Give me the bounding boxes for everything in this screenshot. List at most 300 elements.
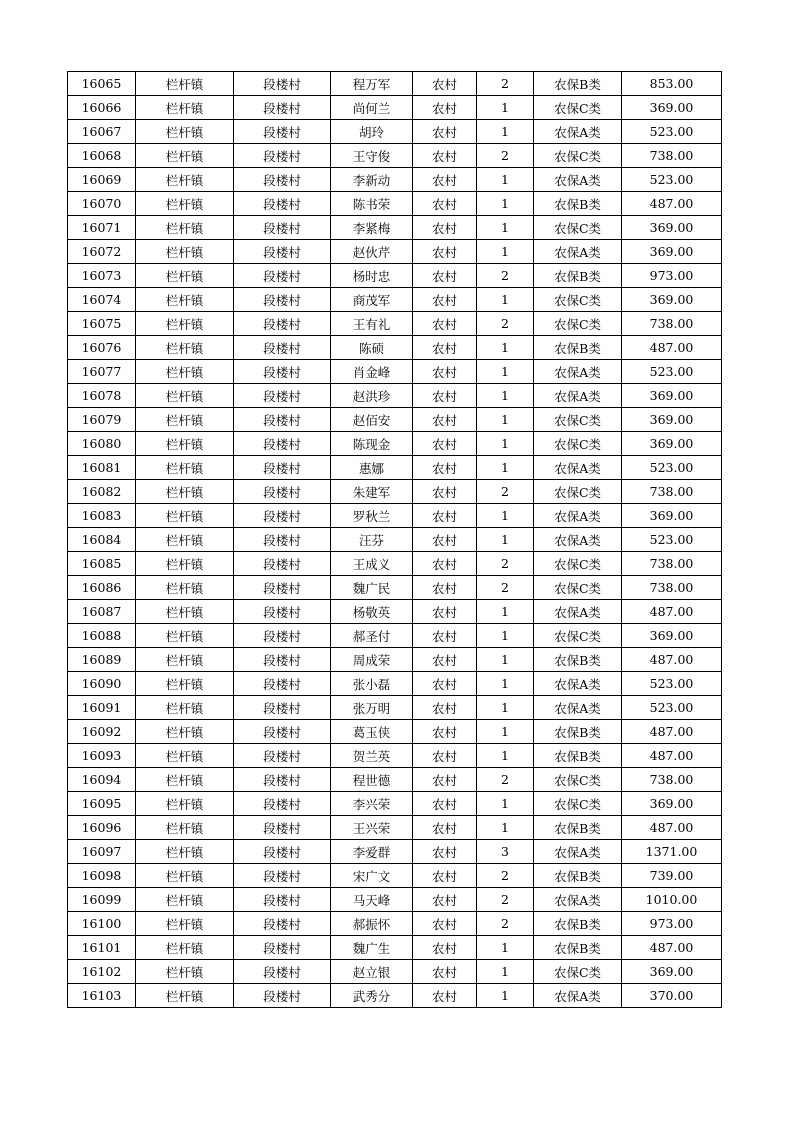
name-cell: 王守俊 <box>331 144 413 168</box>
area-type-cell: 农村 <box>413 192 477 216</box>
village-cell: 段楼村 <box>234 432 331 456</box>
name-cell: 王兴荣 <box>331 816 413 840</box>
name-cell: 尚何兰 <box>331 96 413 120</box>
table-row <box>68 864 722 888</box>
name-cell: 赵洪珍 <box>331 384 413 408</box>
amount-cell: 487.00 <box>622 336 722 360</box>
household-count-cell: 2 <box>477 480 534 504</box>
table-row <box>68 960 722 984</box>
record-id-cell: 16097 <box>68 840 136 864</box>
area-type-cell: 农村 <box>413 816 477 840</box>
record-id-cell: 16099 <box>68 888 136 912</box>
name-cell: 葛玉侠 <box>331 720 413 744</box>
record-id-cell: 16075 <box>68 312 136 336</box>
town-cell: 栏杆镇 <box>136 528 234 552</box>
village-cell: 段楼村 <box>234 936 331 960</box>
household-count-cell: 1 <box>477 456 534 480</box>
table-row <box>68 384 722 408</box>
table-row <box>68 936 722 960</box>
record-id-cell: 16079 <box>68 408 136 432</box>
amount-cell: 370.00 <box>622 984 722 1008</box>
insurance-category-cell: 农保A类 <box>534 888 622 912</box>
amount-cell: 369.00 <box>622 216 722 240</box>
household-count-cell: 1 <box>477 216 534 240</box>
area-type-cell: 农村 <box>413 240 477 264</box>
table-row <box>68 768 722 792</box>
insurance-category-cell: 农保B类 <box>534 72 622 96</box>
village-cell: 段楼村 <box>234 576 331 600</box>
household-count-cell: 1 <box>477 528 534 552</box>
town-cell: 栏杆镇 <box>136 960 234 984</box>
village-cell: 段楼村 <box>234 528 331 552</box>
area-type-cell: 农村 <box>413 696 477 720</box>
record-id-cell: 16071 <box>68 216 136 240</box>
name-cell: 魏广生 <box>331 936 413 960</box>
village-cell: 段楼村 <box>234 120 331 144</box>
household-count-cell: 1 <box>477 984 534 1008</box>
area-type-cell: 农村 <box>413 744 477 768</box>
record-id-cell: 16102 <box>68 960 136 984</box>
area-type-cell: 农村 <box>413 864 477 888</box>
amount-cell: 1371.00 <box>622 840 722 864</box>
table-row <box>68 552 722 576</box>
amount-cell: 487.00 <box>622 816 722 840</box>
area-type-cell: 农村 <box>413 336 477 360</box>
insurance-category-cell: 农保C类 <box>534 552 622 576</box>
name-cell: 宋广文 <box>331 864 413 888</box>
record-id-cell: 16074 <box>68 288 136 312</box>
record-id-cell: 16088 <box>68 624 136 648</box>
insurance-category-cell: 农保A类 <box>534 528 622 552</box>
amount-cell: 973.00 <box>622 912 722 936</box>
town-cell: 栏杆镇 <box>136 768 234 792</box>
village-cell: 段楼村 <box>234 240 331 264</box>
household-count-cell: 1 <box>477 600 534 624</box>
household-count-cell: 2 <box>477 144 534 168</box>
table-row <box>68 72 722 96</box>
amount-cell: 487.00 <box>622 720 722 744</box>
village-cell: 段楼村 <box>234 888 331 912</box>
area-type-cell: 农村 <box>413 984 477 1008</box>
town-cell: 栏杆镇 <box>136 624 234 648</box>
name-cell: 陈硕 <box>331 336 413 360</box>
name-cell: 朱建军 <box>331 480 413 504</box>
household-count-cell: 2 <box>477 912 534 936</box>
town-cell: 栏杆镇 <box>136 576 234 600</box>
village-cell: 段楼村 <box>234 504 331 528</box>
record-id-cell: 16080 <box>68 432 136 456</box>
area-type-cell: 农村 <box>413 792 477 816</box>
name-cell: 赵立银 <box>331 960 413 984</box>
record-id-cell: 16094 <box>68 768 136 792</box>
household-count-cell: 1 <box>477 240 534 264</box>
household-count-cell: 1 <box>477 192 534 216</box>
village-cell: 段楼村 <box>234 816 331 840</box>
amount-cell: 487.00 <box>622 936 722 960</box>
town-cell: 栏杆镇 <box>136 432 234 456</box>
insurance-category-cell: 农保B类 <box>534 816 622 840</box>
household-count-cell: 1 <box>477 384 534 408</box>
village-cell: 段楼村 <box>234 72 331 96</box>
town-cell: 栏杆镇 <box>136 288 234 312</box>
household-count-cell: 2 <box>477 768 534 792</box>
table-row <box>68 456 722 480</box>
amount-cell: 853.00 <box>622 72 722 96</box>
town-cell: 栏杆镇 <box>136 744 234 768</box>
insurance-category-cell: 农保A类 <box>534 384 622 408</box>
area-type-cell: 农村 <box>413 672 477 696</box>
area-type-cell: 农村 <box>413 936 477 960</box>
household-count-cell: 2 <box>477 72 534 96</box>
amount-cell: 523.00 <box>622 696 722 720</box>
amount-cell: 523.00 <box>622 528 722 552</box>
name-cell: 李紧梅 <box>331 216 413 240</box>
record-id-cell: 16089 <box>68 648 136 672</box>
roster-table <box>67 71 722 1008</box>
name-cell: 商茂军 <box>331 288 413 312</box>
insurance-category-cell: 农保B类 <box>534 720 622 744</box>
table-row <box>68 408 722 432</box>
household-count-cell: 2 <box>477 576 534 600</box>
amount-cell: 523.00 <box>622 360 722 384</box>
village-cell: 段楼村 <box>234 288 331 312</box>
household-count-cell: 1 <box>477 720 534 744</box>
insurance-category-cell: 农保A类 <box>534 360 622 384</box>
name-cell: 杨敬英 <box>331 600 413 624</box>
insurance-category-cell: 农保A类 <box>534 504 622 528</box>
town-cell: 栏杆镇 <box>136 240 234 264</box>
name-cell: 马天峰 <box>331 888 413 912</box>
town-cell: 栏杆镇 <box>136 504 234 528</box>
household-count-cell: 1 <box>477 432 534 456</box>
area-type-cell: 农村 <box>413 144 477 168</box>
village-cell: 段楼村 <box>234 216 331 240</box>
record-id-cell: 16091 <box>68 696 136 720</box>
table-row <box>68 816 722 840</box>
name-cell: 罗秋兰 <box>331 504 413 528</box>
household-count-cell: 1 <box>477 360 534 384</box>
town-cell: 栏杆镇 <box>136 144 234 168</box>
town-cell: 栏杆镇 <box>136 672 234 696</box>
town-cell: 栏杆镇 <box>136 384 234 408</box>
record-id-cell: 16095 <box>68 792 136 816</box>
area-type-cell: 农村 <box>413 96 477 120</box>
household-count-cell: 2 <box>477 312 534 336</box>
area-type-cell: 农村 <box>413 528 477 552</box>
insurance-category-cell: 农保B类 <box>534 912 622 936</box>
record-id-cell: 16073 <box>68 264 136 288</box>
table-row <box>68 144 722 168</box>
household-count-cell: 1 <box>477 672 534 696</box>
record-id-cell: 16081 <box>68 456 136 480</box>
amount-cell: 1010.00 <box>622 888 722 912</box>
household-count-cell: 2 <box>477 888 534 912</box>
table-row <box>68 888 722 912</box>
household-count-cell: 1 <box>477 96 534 120</box>
insurance-category-cell: 农保C类 <box>534 288 622 312</box>
household-count-cell: 1 <box>477 336 534 360</box>
area-type-cell: 农村 <box>413 264 477 288</box>
town-cell: 栏杆镇 <box>136 816 234 840</box>
record-id-cell: 16065 <box>68 72 136 96</box>
table-row <box>68 576 722 600</box>
table-row <box>68 624 722 648</box>
insurance-category-cell: 农保C类 <box>534 432 622 456</box>
village-cell: 段楼村 <box>234 408 331 432</box>
record-id-cell: 16085 <box>68 552 136 576</box>
insurance-category-cell: 农保A类 <box>534 840 622 864</box>
name-cell: 王成义 <box>331 552 413 576</box>
name-cell: 杨时忠 <box>331 264 413 288</box>
name-cell: 武秀分 <box>331 984 413 1008</box>
village-cell: 段楼村 <box>234 552 331 576</box>
town-cell: 栏杆镇 <box>136 216 234 240</box>
household-count-cell: 1 <box>477 408 534 432</box>
record-id-cell: 16066 <box>68 96 136 120</box>
table-row <box>68 984 722 1008</box>
name-cell: 胡玲 <box>331 120 413 144</box>
town-cell: 栏杆镇 <box>136 696 234 720</box>
town-cell: 栏杆镇 <box>136 408 234 432</box>
table-row <box>68 792 722 816</box>
amount-cell: 523.00 <box>622 672 722 696</box>
area-type-cell: 农村 <box>413 600 477 624</box>
town-cell: 栏杆镇 <box>136 984 234 1008</box>
table-row <box>68 696 722 720</box>
record-id-cell: 16068 <box>68 144 136 168</box>
village-cell: 段楼村 <box>234 960 331 984</box>
name-cell: 肖金峰 <box>331 360 413 384</box>
record-id-cell: 16103 <box>68 984 136 1008</box>
record-id-cell: 16087 <box>68 600 136 624</box>
village-cell: 段楼村 <box>234 480 331 504</box>
household-count-cell: 2 <box>477 864 534 888</box>
village-cell: 段楼村 <box>234 840 331 864</box>
insurance-category-cell: 农保B类 <box>534 192 622 216</box>
name-cell: 程世德 <box>331 768 413 792</box>
roster-table-body <box>68 72 722 1008</box>
insurance-category-cell: 农保A类 <box>534 120 622 144</box>
area-type-cell: 农村 <box>413 648 477 672</box>
name-cell: 郝振怀 <box>331 912 413 936</box>
village-cell: 段楼村 <box>234 360 331 384</box>
amount-cell: 369.00 <box>622 504 722 528</box>
record-id-cell: 16101 <box>68 936 136 960</box>
household-count-cell: 1 <box>477 504 534 528</box>
table-row <box>68 240 722 264</box>
insurance-category-cell: 农保C类 <box>534 792 622 816</box>
insurance-category-cell: 农保C类 <box>534 480 622 504</box>
table-row <box>68 120 722 144</box>
area-type-cell: 农村 <box>413 480 477 504</box>
town-cell: 栏杆镇 <box>136 792 234 816</box>
amount-cell: 738.00 <box>622 576 722 600</box>
amount-cell: 369.00 <box>622 408 722 432</box>
village-cell: 段楼村 <box>234 672 331 696</box>
record-id-cell: 16098 <box>68 864 136 888</box>
insurance-category-cell: 农保C类 <box>534 576 622 600</box>
table-row <box>68 216 722 240</box>
amount-cell: 738.00 <box>622 312 722 336</box>
area-type-cell: 农村 <box>413 384 477 408</box>
amount-cell: 738.00 <box>622 144 722 168</box>
amount-cell: 487.00 <box>622 192 722 216</box>
town-cell: 栏杆镇 <box>136 552 234 576</box>
table-row <box>68 192 722 216</box>
amount-cell: 739.00 <box>622 864 722 888</box>
table-row <box>68 528 722 552</box>
amount-cell: 369.00 <box>622 432 722 456</box>
record-id-cell: 16077 <box>68 360 136 384</box>
village-cell: 段楼村 <box>234 720 331 744</box>
town-cell: 栏杆镇 <box>136 192 234 216</box>
area-type-cell: 农村 <box>413 456 477 480</box>
household-count-cell: 2 <box>477 264 534 288</box>
town-cell: 栏杆镇 <box>136 600 234 624</box>
insurance-category-cell: 农保A类 <box>534 168 622 192</box>
name-cell: 张万明 <box>331 696 413 720</box>
insurance-category-cell: 农保C类 <box>534 144 622 168</box>
household-count-cell: 1 <box>477 936 534 960</box>
table-row <box>68 336 722 360</box>
record-id-cell: 16076 <box>68 336 136 360</box>
household-count-cell: 1 <box>477 744 534 768</box>
name-cell: 惠娜 <box>331 456 413 480</box>
name-cell: 张小磊 <box>331 672 413 696</box>
village-cell: 段楼村 <box>234 696 331 720</box>
town-cell: 栏杆镇 <box>136 888 234 912</box>
village-cell: 段楼村 <box>234 96 331 120</box>
insurance-category-cell: 农保A类 <box>534 600 622 624</box>
area-type-cell: 农村 <box>413 360 477 384</box>
amount-cell: 369.00 <box>622 288 722 312</box>
area-type-cell: 农村 <box>413 408 477 432</box>
amount-cell: 369.00 <box>622 624 722 648</box>
household-count-cell: 1 <box>477 120 534 144</box>
household-count-cell: 1 <box>477 792 534 816</box>
table-row <box>68 744 722 768</box>
town-cell: 栏杆镇 <box>136 264 234 288</box>
amount-cell: 523.00 <box>622 168 722 192</box>
amount-cell: 487.00 <box>622 600 722 624</box>
insurance-category-cell: 农保C类 <box>534 408 622 432</box>
town-cell: 栏杆镇 <box>136 336 234 360</box>
insurance-category-cell: 农保C类 <box>534 96 622 120</box>
name-cell: 程万军 <box>331 72 413 96</box>
town-cell: 栏杆镇 <box>136 912 234 936</box>
table-row <box>68 504 722 528</box>
record-id-cell: 16084 <box>68 528 136 552</box>
name-cell: 李兴荣 <box>331 792 413 816</box>
household-count-cell: 1 <box>477 624 534 648</box>
area-type-cell: 农村 <box>413 720 477 744</box>
name-cell: 陈现金 <box>331 432 413 456</box>
name-cell: 贺兰英 <box>331 744 413 768</box>
name-cell: 赵伙芹 <box>331 240 413 264</box>
town-cell: 栏杆镇 <box>136 456 234 480</box>
town-cell: 栏杆镇 <box>136 96 234 120</box>
household-count-cell: 1 <box>477 168 534 192</box>
record-id-cell: 16067 <box>68 120 136 144</box>
table-row <box>68 672 722 696</box>
area-type-cell: 农村 <box>413 912 477 936</box>
name-cell: 赵佰安 <box>331 408 413 432</box>
area-type-cell: 农村 <box>413 576 477 600</box>
town-cell: 栏杆镇 <box>136 480 234 504</box>
village-cell: 段楼村 <box>234 312 331 336</box>
town-cell: 栏杆镇 <box>136 936 234 960</box>
table-row <box>68 432 722 456</box>
record-id-cell: 16092 <box>68 720 136 744</box>
table-row <box>68 288 722 312</box>
insurance-category-cell: 农保A类 <box>534 984 622 1008</box>
insurance-category-cell: 农保C类 <box>534 216 622 240</box>
village-cell: 段楼村 <box>234 456 331 480</box>
insurance-category-cell: 农保C类 <box>534 312 622 336</box>
amount-cell: 369.00 <box>622 240 722 264</box>
amount-cell: 738.00 <box>622 552 722 576</box>
record-id-cell: 16100 <box>68 912 136 936</box>
town-cell: 栏杆镇 <box>136 864 234 888</box>
town-cell: 栏杆镇 <box>136 312 234 336</box>
amount-cell: 738.00 <box>622 768 722 792</box>
amount-cell: 369.00 <box>622 792 722 816</box>
name-cell: 汪芬 <box>331 528 413 552</box>
village-cell: 段楼村 <box>234 336 331 360</box>
town-cell: 栏杆镇 <box>136 72 234 96</box>
record-id-cell: 16072 <box>68 240 136 264</box>
name-cell: 魏广民 <box>331 576 413 600</box>
area-type-cell: 农村 <box>413 552 477 576</box>
insurance-category-cell: 农保B类 <box>534 936 622 960</box>
table-row <box>68 600 722 624</box>
village-cell: 段楼村 <box>234 168 331 192</box>
amount-cell: 487.00 <box>622 648 722 672</box>
insurance-category-cell: 农保C类 <box>534 624 622 648</box>
insurance-category-cell: 农保B类 <box>534 336 622 360</box>
village-cell: 段楼村 <box>234 792 331 816</box>
amount-cell: 369.00 <box>622 960 722 984</box>
amount-cell: 369.00 <box>622 384 722 408</box>
village-cell: 段楼村 <box>234 264 331 288</box>
household-count-cell: 1 <box>477 816 534 840</box>
record-id-cell: 16086 <box>68 576 136 600</box>
area-type-cell: 农村 <box>413 168 477 192</box>
insurance-category-cell: 农保C类 <box>534 768 622 792</box>
table-row <box>68 912 722 936</box>
town-cell: 栏杆镇 <box>136 648 234 672</box>
town-cell: 栏杆镇 <box>136 360 234 384</box>
town-cell: 栏杆镇 <box>136 168 234 192</box>
record-id-cell: 16096 <box>68 816 136 840</box>
village-cell: 段楼村 <box>234 624 331 648</box>
table-row <box>68 720 722 744</box>
amount-cell: 973.00 <box>622 264 722 288</box>
area-type-cell: 农村 <box>413 960 477 984</box>
amount-cell: 738.00 <box>622 480 722 504</box>
area-type-cell: 农村 <box>413 624 477 648</box>
table-row <box>68 360 722 384</box>
household-count-cell: 3 <box>477 840 534 864</box>
insurance-category-cell: 农保A类 <box>534 240 622 264</box>
village-cell: 段楼村 <box>234 144 331 168</box>
village-cell: 段楼村 <box>234 192 331 216</box>
village-cell: 段楼村 <box>234 912 331 936</box>
record-id-cell: 16070 <box>68 192 136 216</box>
village-cell: 段楼村 <box>234 768 331 792</box>
area-type-cell: 农村 <box>413 432 477 456</box>
table-row <box>68 312 722 336</box>
